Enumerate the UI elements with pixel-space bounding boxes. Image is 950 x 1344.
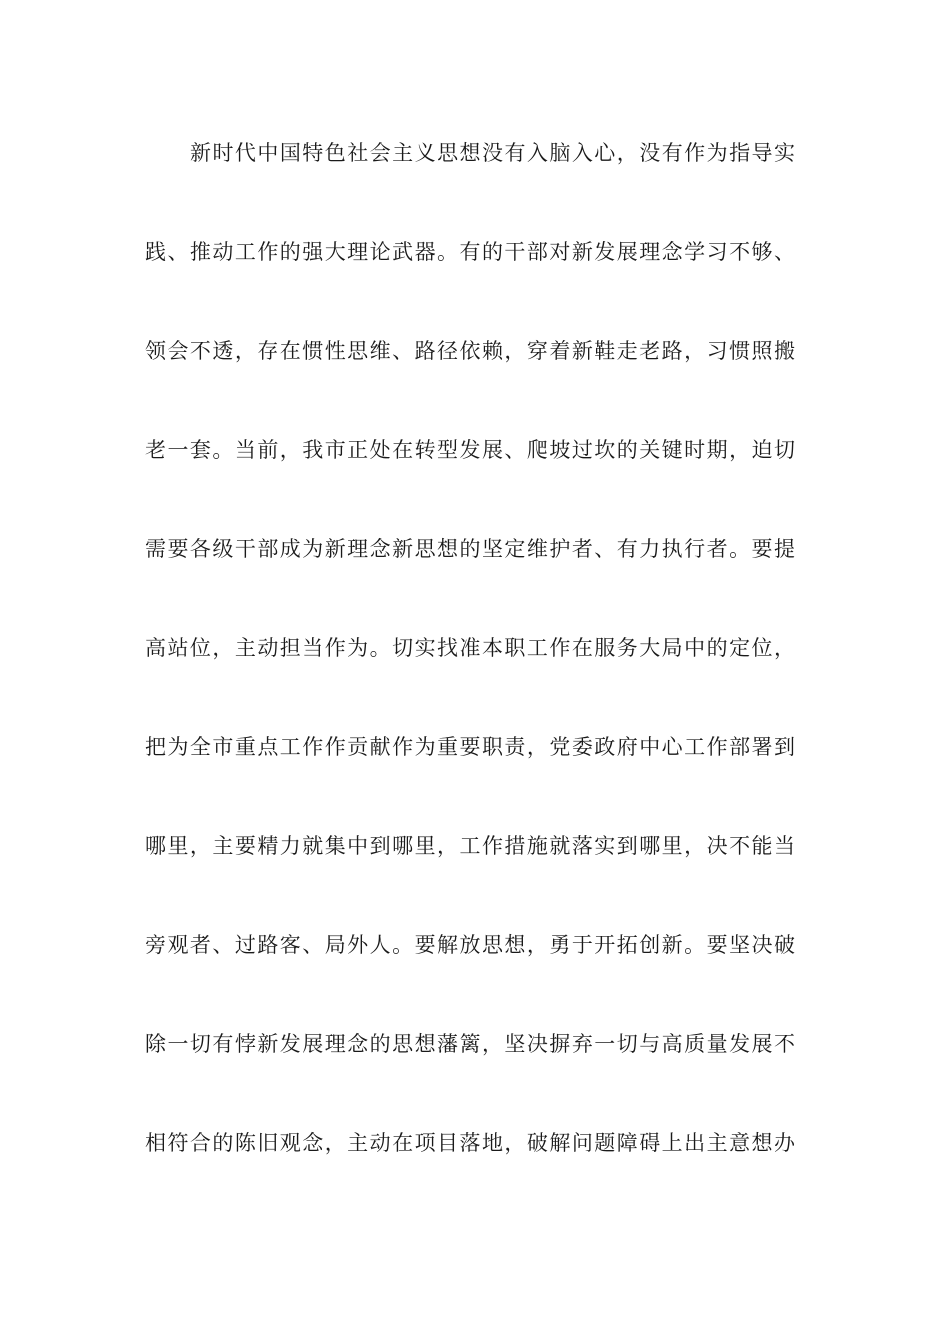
- paragraph-line-2: 践、推动工作的强大理论武器。有的干部对新发展理念学习不够、: [145, 240, 795, 264]
- paragraph-line-8: 哪里，主要精力就集中到哪里，工作措施就落实到哪里，决不能当: [145, 834, 795, 858]
- paragraph-line-1: 新时代中国特色社会主义思想没有入脑入心，没有作为指导实: [190, 141, 795, 165]
- paragraph-line-3: 领会不透，存在惯性思维、路径依赖，穿着新鞋走老路，习惯照搬: [145, 339, 795, 363]
- paragraph-line-4: 老一套。当前，我市正处在转型发展、爬坡过坎的关键时期，迫切: [145, 438, 795, 462]
- paragraph-line-6: 高站位，主动担当作为。切实找准本职工作在服务大局中的定位，: [145, 636, 795, 660]
- paragraph-line-7: 把为全市重点工作作贡献作为重要职责，党委政府中心工作部署到: [145, 735, 795, 759]
- paragraph-line-11: 相符合的陈旧观念，主动在项目落地，破解问题障碍上出主意想办: [145, 1131, 795, 1155]
- paragraph-line-5: 需要各级干部成为新理念新思想的坚定维护者、有力执行者。要提: [145, 537, 795, 561]
- paragraph-line-9: 旁观者、过路客、局外人。要解放思想，勇于开拓创新。要坚决破: [145, 933, 795, 957]
- paragraph-line-10: 除一切有悖新发展理念的思想藩篱，坚决摒弃一切与高质量发展不: [145, 1032, 795, 1056]
